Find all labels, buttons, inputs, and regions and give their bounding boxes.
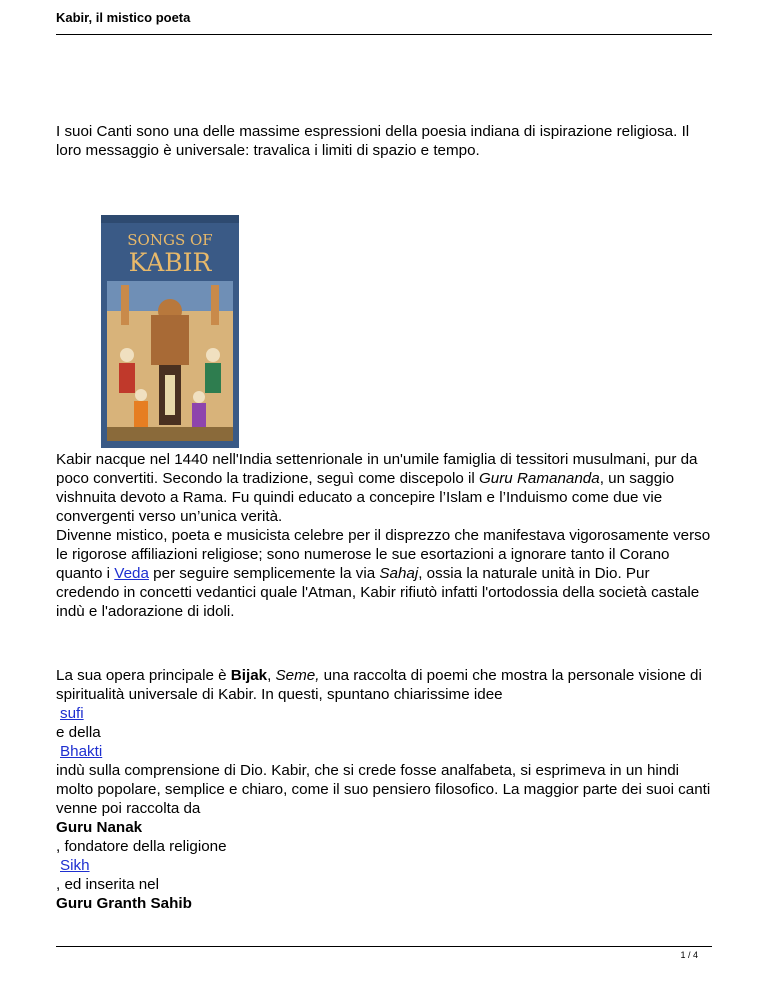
sikh-link[interactable]: Sikh xyxy=(60,857,90,874)
footer-divider xyxy=(56,946,712,947)
biography-paragraph: Kabir nacque nel 1440 nell'India settenrionale in un'umile famiglia di tessitori musulmani, pur da poco convertiti. Secondo la tradizione, seguì come discepolo il Guru Ramananda, un saggio vishnuita devoto a Rama. Fu quindi educato a concepire l’Islam e l’Induismo come due vie convergenti verso un’unica verità. Divenne mistico, poeta e musicista celebre per il disprezzo che manifestava vigorosamente verso le rigorose affiliazioni religiose; sono numerose le sue esortazioni a ignorare tanto il Corano quanto i Veda per seguire semplicemente la via Sahaj, ossia la naturale unità in Dio. Pur credendo in concetti vedantici quale l'Atman, Kabir rifiutò infatti l'ortodossia della società castale indù e l'adorazione di idoli. xyxy=(56,451,711,620)
guru-granth-sahib: Guru Granth Sahib xyxy=(56,895,192,912)
intro-paragraph: I suoi Canti sono una delle massime espressioni della poesia indiana di ispirazione religiosa. Il loro messaggio è universale: travalica i limiti di spazio e tempo. xyxy=(56,123,690,159)
bijak-title: Bijak xyxy=(230,667,268,684)
guru-nanak: Guru Nanak xyxy=(56,819,143,836)
sufi-link[interactable]: sufi xyxy=(60,705,84,722)
cover-title-line1: SONGS OF xyxy=(127,231,213,249)
bhakti-link[interactable]: Bhakti xyxy=(60,743,103,760)
sahaj-term: Sahaj xyxy=(379,565,419,582)
seme-term: Seme, xyxy=(275,667,320,684)
veda-link[interactable]: Veda xyxy=(114,565,149,582)
work-paragraph: La sua opera principale è Bijak, Seme, una raccolta di poemi che mostra la personale visione di spiritualità universale di Kabir. In questi, spuntano chiarissime idee sufi e della Bhakti indù sulla comprensione di Dio. Kabir, che si crede fosse analfabeta, si esprimeva in un hindi molto popolare, semplice e chiaro, come il suo pensiero filosofico. La maggior parte dei suoi canti venne poi raccolta da Guru Nanak , fondatore della religione Sikh , ed inserita nel Guru Granth Sahib xyxy=(56,667,711,912)
page-number: 1 / 4 xyxy=(680,950,698,960)
header-divider xyxy=(56,34,712,35)
document-title: Kabir, il mistico poeta xyxy=(56,10,191,25)
book-cover-image xyxy=(101,215,239,448)
guru-ramananda: Guru Ramananda xyxy=(478,470,600,487)
cover-title-line2: KABIR xyxy=(128,248,212,277)
